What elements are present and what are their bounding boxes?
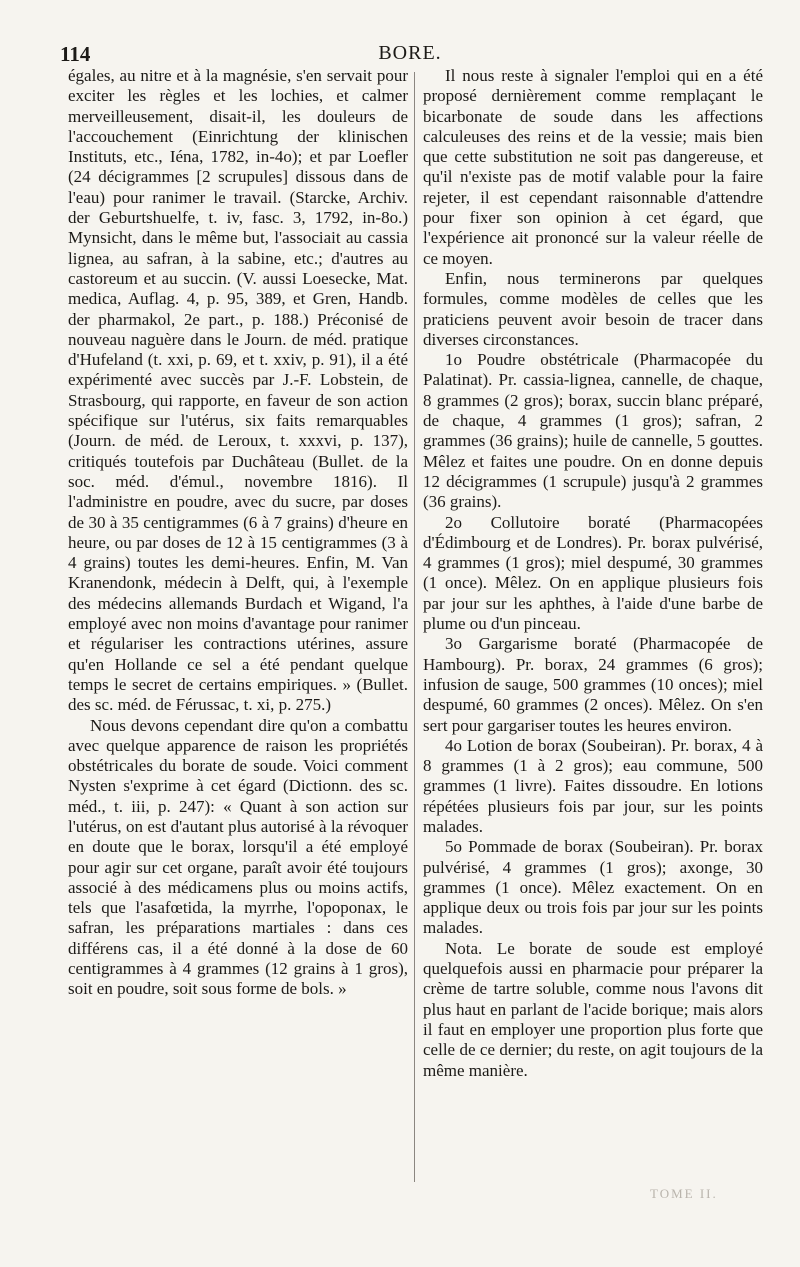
running-title: BORE. <box>378 42 442 64</box>
formula-collutoire: 2o Collutoire boraté (Pharmacopées d'Édimbourg et de Londres). Pr. borax pulvérisé, 4 grammes (1 gros); miel despumé, 30 grammes (1 once). Mêlez. On en applique plusieurs fois par jour sur les aphthes, à l'aide d'une barbe de plume ou d'un pinceau. <box>423 512 763 634</box>
page-header <box>60 42 760 68</box>
formula-gargarisme: 3o Gargarisme boraté (Pharmacopée de Hambourg). Pr. borax, 24 grammes (6 gros); infusion de sauge, 500 grammes (10 onces); miel despumé, 60 grammes (2 onces). Mêlez. On s'en sert pour gargariser toutes les heures environ. <box>423 634 763 735</box>
page-number: 114 <box>60 42 91 66</box>
formula-pommade: 5o Pommade de borax (Soubeiran). Pr. borax pulvérisé, 4 grammes (1 gros); axonge, 30 grammes (1 once). Mêlez exactement. On en applique deux ou trois fois par jour sur les points malades. <box>423 837 763 938</box>
right-paragraph-1: Il nous reste à signaler l'emploi qui en a été proposé dernièrement comme remplaçant le bicarbonate de soude dans les affections calculeuses des reins et de la vessie; mais bien que cette substitution ne soit pas dangereuse, et qu'il n'existe pas de motif valable pour la faire rejeter, il est cependant raisonnable d'attendre pour fixer son opinion à cet égard, que l'expérience ait prononcé sur la valeur réelle de ce moyen. <box>423 66 763 268</box>
formula-lotion: 4o Lotion de borax (Soubeiran). Pr. borax, 4 à 8 grammes (1 à 2 gros); eau commune, 500 grammes (1 livre). Faites dissoudre. En lotions répétées plusieurs fois par jour, sur les points malades. <box>423 735 763 836</box>
right-paragraph-2: Enfin, nous terminerons par quelques formules, comme modèles de celles que les praticiens peuvent avoir besoin de tracer dans diverses circonstances. <box>423 268 763 349</box>
nota-paragraph: Nota. Le borate de soude est employé quelquefois aussi en pharmacie pour préparer la crème de tartre soluble, comme nous l'avons dit plus haut en parlant de l'acide borique; mais alors il faut en employer une proportion plus forte que celle de ce dernier; du reste, on agit toujours de la même manière. <box>423 938 763 1080</box>
right-column <box>423 66 763 1081</box>
page-signature: TOME II. <box>650 1186 718 1201</box>
left-column <box>68 66 408 1000</box>
column-divider <box>414 72 415 1182</box>
left-paragraph-1: égales, au nitre et à la magnésie, s'en servait pour exciter les règles et les lochies, et calmer merveilleusement, disait-il, les douleurs de l'accouchement (Einrichtung der klinischen Instituts, etc., Iéna, 1782, in-4o); et par Loefler (24 décigrammes [2 scrupules] dissous dans de l'eau) pour ranimer le travail. (Starcke, Archiv. der Geburtshuelfe, t. iv, fasc. 3, 1792, in-8o.) Mynsicht, dans le même but, l'associait au cassia lignea, au safran, à la sabine, etc.; d'autres au castoreum et au succin. (V. aussi Loesecke, Mat. medica, Auflag. 4, p. 95, 389, et Gren, Handb. der pharmakol, 2e part., p. 188.) Préconisé de nouveau naguère dans le Journ. de méd. pratique d'Hufeland (t. xxi, p. 69, et t. xxiv, p. 91), il a été expérimenté avec succès par J.-F. Lobstein, de Strasbourg, qui rapporte, en faveur de son action spécifique sur l'utérus, six faits remarquables (Journ. de méd. de Leroux, t. xxxvi, p. 137), critiqués toutefois par Duchâteau (Bullet. de la soc. méd. d'émul., novembre 1816). Il l'administre en poudre, avec du sucre, par doses de 30 à 35 centigrammes (6 à 7 grains) d'heure en heure, ou par doses de 12 à 15 centigrammes (3 à 4 grains) toutes les demi-heures. Enfin, M. Van Kranendonk, médecin à Delft, qui, à l'exemple des médecins allemands Burdach et Wigand, l'a employé avec non moins d'avantage pour ranimer et régulariser les contractions utérines, assure qu'en Hollande ce sel a été pendant quelque temps le secret de certains empiriques. » (Bullet. des sc. méd. de Férussac, t. xi, p. 275.) <box>68 66 408 715</box>
left-paragraph-2: Nous devons cependant dire qu'on a combattu avec quelque apparence de raison les propriétés obstétricales du borate de soude. Voici comment Nysten s'exprime à cet égard (Dictionn. des sc. méd., t. iii, p. 247): « Quant à son action sur l'utérus, on est d'autant plus autorisé à la révoquer en doute que le borax, lorsqu'il a été employé pour agir sur cet organe, paraît avoir été toujours associé à des médicamens plus ou moins actifs, tels que l'asafœtida, la myrrhe, l'opoponax, le safran, les préparations martiales : dans ces différens cas, il a été donné à la dose de 60 centigrammes à 4 grammes (12 grains à 1 gros), soit en poudre, soit sous forme de bols. » <box>68 715 408 999</box>
formula-poudre: 1o Poudre obstétricale (Pharmacopée du Palatinat). Pr. cassia-lignea, cannelle, de chaque, 8 grammes (2 gros); borax, succin blanc préparé, de chaque, 4 grammes (1 gros); safran, 2 grammes (36 grains); huile de cannelle, 5 gouttes. Mêlez et faites une poudre. On en donne depuis 12 décigrammes (1 scrupule) jusqu'à 2 grammes (36 grains). <box>423 350 763 512</box>
